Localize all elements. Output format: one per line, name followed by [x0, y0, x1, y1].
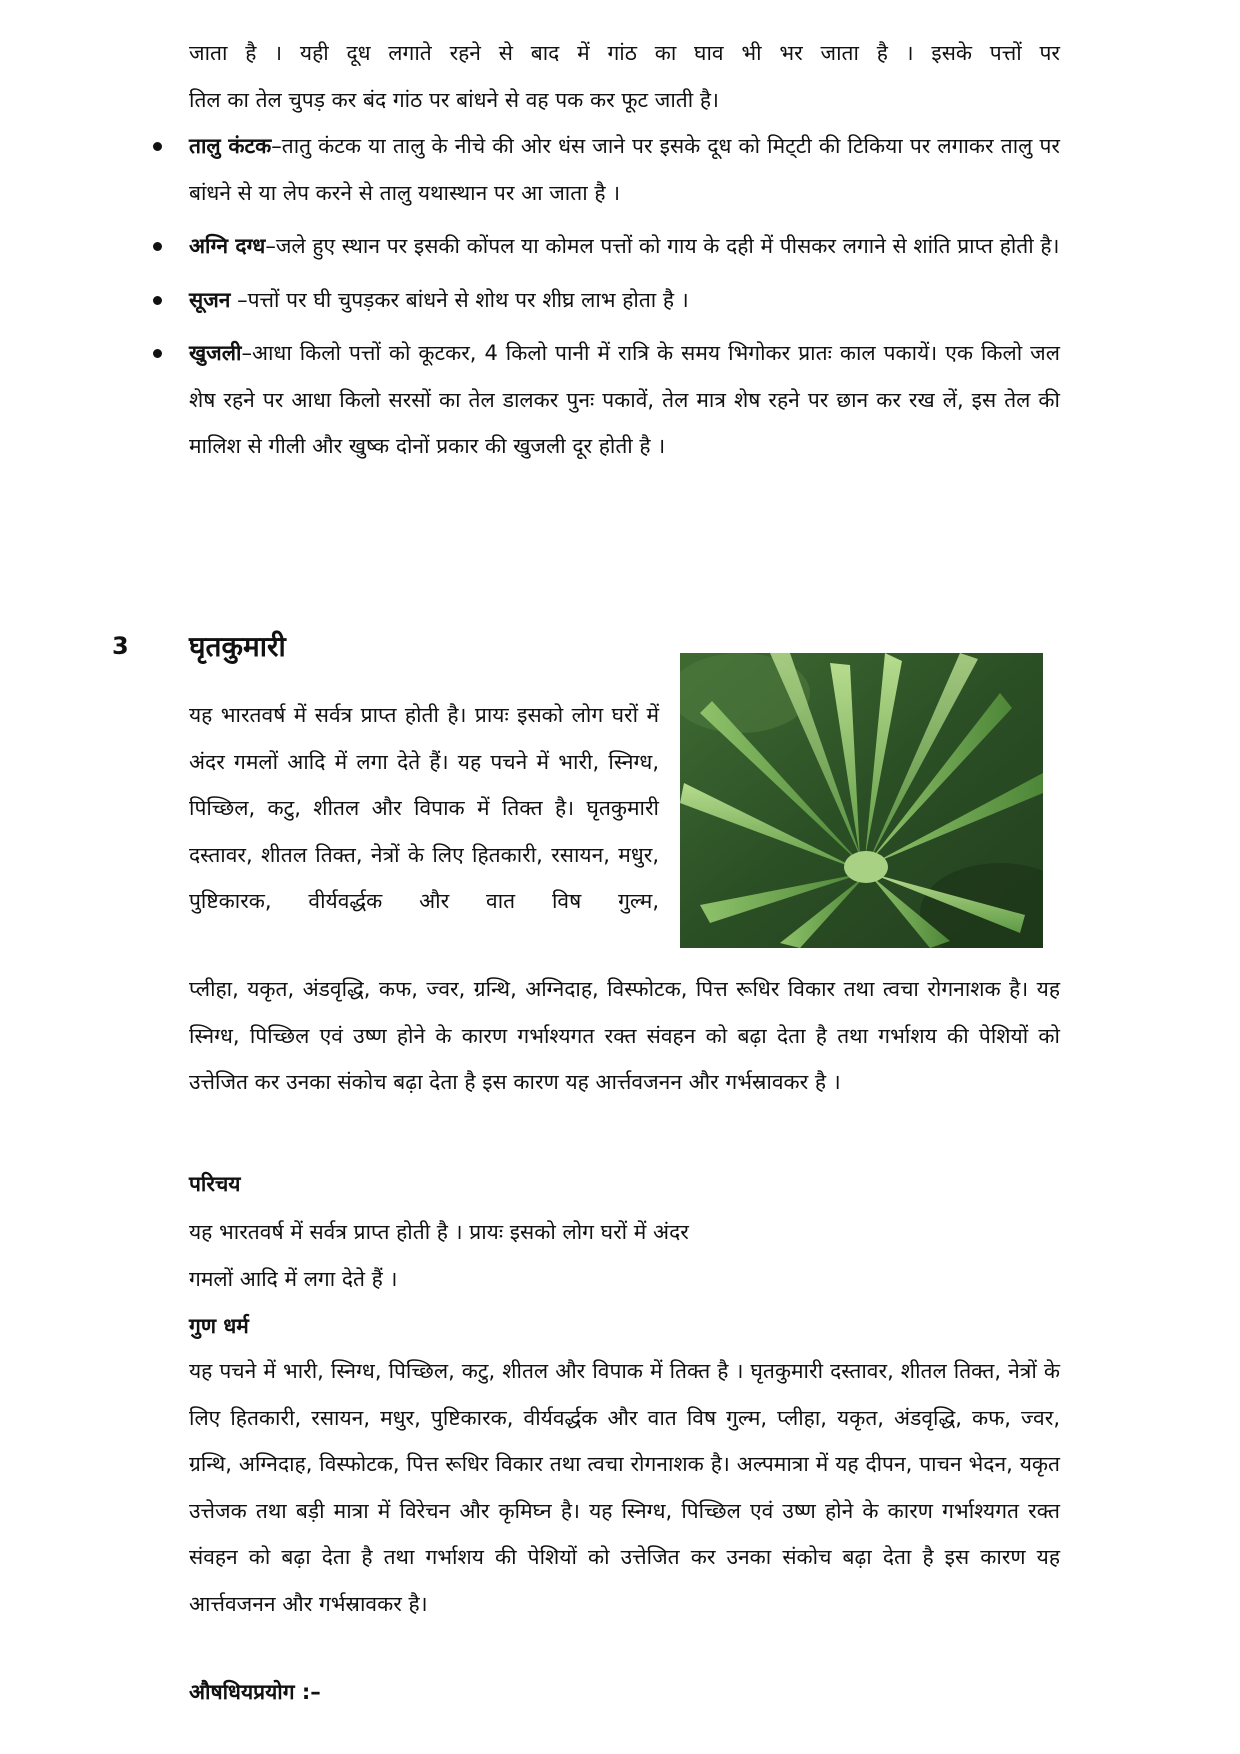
- remedy-text: –जले हुए स्थान पर इसकी कोंपल या कोमल पत्तों को गाय के दही में पीसकर लगाने से शांति प्राप्त होती है।: [265, 234, 1060, 258]
- bullet-icon: [153, 242, 162, 251]
- remedy-item-khujli: [189, 330, 1060, 470]
- aloe-vera-image: [680, 653, 1043, 948]
- remedy-item-agni-dagdh: [189, 223, 1060, 270]
- parichay-text: [189, 1209, 889, 1302]
- continuation-line-1: जाता है । यही दूध लगाते रहने से बाद में गांठ का घाव भी भर जाता है । इसके पत्तों पर: [189, 41, 1060, 65]
- section-intro-continued: प्लीहा, यकृत, अंडवृद्धि, कफ, ज्वर, ग्रन्थि, अग्निदाह, विस्फोटक, पित्त रूधिर विकार तथा त्वचा रोगनाशक है। यह स्निग्ध, पिच्छिल एवं उष्ण होने के कारण गर्भाश्यगत रक्त संवहन को बढ़ा देता है तथा गर्भाशय की पेशियों को उत्तेजित कर उनका संकोच बढ़ा देता है इस कारण यह आर्त्तवजनन और गर्भस्रावकर है ।: [189, 977, 1060, 1094]
- aushadhiya-heading: औषधियप्रयोग :–: [189, 1680, 321, 1704]
- bullet-icon: [153, 349, 162, 358]
- remedies-list: [189, 123, 1060, 470]
- parichay-heading: परिचय: [189, 1172, 241, 1196]
- bullet-icon: [153, 296, 162, 305]
- parichay-line-1: यह भारतवर्ष में सर्वत्र प्राप्त होती है । प्रायः इसको लोग घरों में अंदर: [189, 1220, 689, 1244]
- continuation-paragraph: [189, 30, 1060, 123]
- bullet-icon: [153, 142, 162, 151]
- remedy-term: खुजली: [189, 341, 242, 365]
- gun-dharm-text: यह पचने में भारी, स्निग्ध, पिच्छिल, कटु, शीतल और विपाक में तिक्त है । घृतकुमारी दस्तावर, शीतल तिक्त, नेत्रों के लिए हितकारी, रसायन, मधुर, पुष्टिकारक, वीर्यवर्द्धक और वात विष गुल्म, प्लीहा, यकृत, अंडवृद्धि, कफ, ज्वर, ग्रन्थि, अग्निदाह, विस्फोटक, पित्त रूधिर विकार तथा त्वचा रोगनाशक है। अल्पमात्रा में यह दीपन, पाचन भेदन, यकृत उत्तेजक तथा बड़ी मात्रा में विरेचन और कृमिघ्न है। यह स्निग्ध, पिच्छिल एवं उष्ण होने के कारण गर्भाश्यगत रक्त संवहन को बढ़ा देता है तथा गर्भाशय की पेशियों को उत्तेजित कर उनका संकोच बढ़ा देता है इस कारण यह आर्त्तवजनन और गर्भस्रावकर है।: [189, 1359, 1060, 1616]
- remedy-text: –पत्तों पर घी चुपड़कर बांधने से शोथ पर शीघ्र लाभ होता है ।: [230, 287, 689, 312]
- remedy-term: सूजन: [189, 287, 231, 312]
- section-intro-wrapped: यह भारतवर्ष में सर्वत्र प्राप्त होती है। प्रायः इसको लोग घरों में अंदर गमलों आदि में लगा देते हैं। यह पचने में भारी, स्निग्ध, पिच्छिल, कटु, शीतल और विपाक में तिक्त है। घृतकुमारी दस्तावर, शीतल तिक्त, नेत्रों के लिए हितकारी, रसायन, मधुर, पुष्टिकारक, वीर्यवर्द्धक और वात विष गुल्म,: [189, 703, 659, 913]
- remedy-item-soojan: [189, 277, 1060, 324]
- section-title: घृतकुमारी: [189, 630, 286, 663]
- parichay-line-2: गमलों आदि में लगा देते हैं ।: [189, 1266, 398, 1291]
- section-number: 3: [112, 632, 129, 660]
- continuation-line-2: तिल का तेल चुपड़ कर बंद गांठ पर बांधने से वह पक कर फूट जाती है।: [189, 87, 719, 112]
- remedy-text: –आधा किलो पत्तों को कूटकर, 4 किलो पानी में रात्रि के समय भिगोकर प्रातः काल पकायें। एक किलो जल शेष रहने पर आधा किलो सरसों का तेल डालकर पुनः पकावें, तेल मात्र शेष रहने पर छान कर रख लें, इस तेल की मालिश से गीली और खुष्क दोनों प्रकार की खुजली दूर होती है ।: [189, 341, 1060, 458]
- remedy-term: तालु कंटक: [189, 134, 272, 158]
- remedy-term: अग्नि दग्ध: [189, 234, 266, 258]
- remedy-item-talu-kantak: [189, 123, 1060, 216]
- gun-dharm-heading: गुण धर्म: [189, 1314, 249, 1338]
- aloe-plant-illustration: [680, 653, 1043, 948]
- remedy-text: –तातु कंटक या तालु के नीचे की ओर धंस जाने पर इसके दूध को मिट्‌टी की टिकिया पर लगाकर तालु पर बांधने से या लेप करने से तालु यथास्थान पर आ जाता है ।: [189, 134, 1060, 205]
